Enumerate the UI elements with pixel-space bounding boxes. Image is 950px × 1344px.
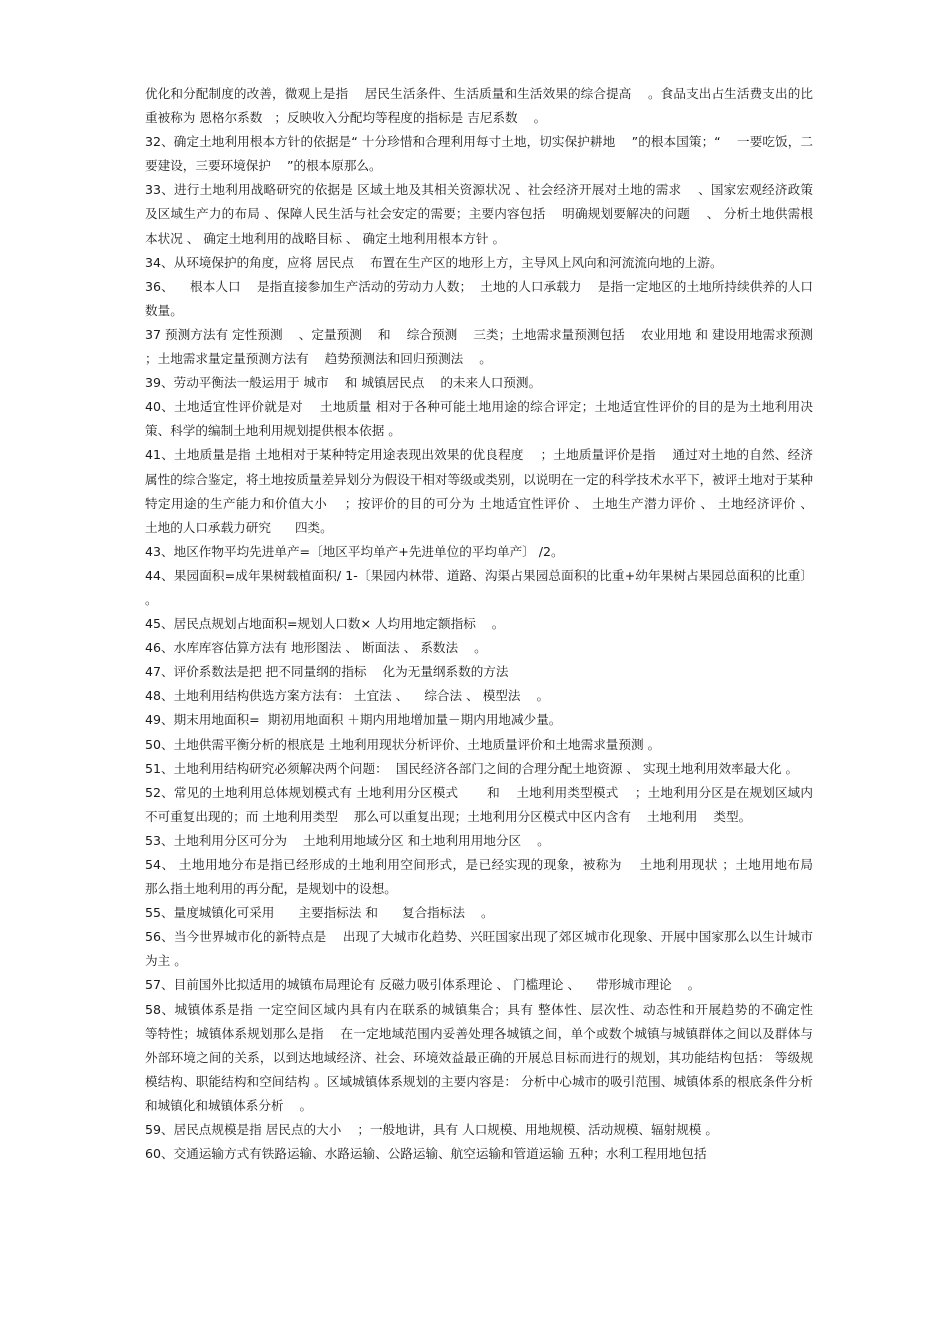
paragraph: 32、确定土地利用根本方针的依据是“ 十分珍惜和合理利用每寸土地，切实保护耕地 ”的根本国策；“ 一要吃饭，二要建设，三要环境保护 ”的根本原那么。: [145, 134, 813, 174]
paragraph: 51、土地利用结构研究必须解决两个问题： 国民经济各部门之间的合理分配土地资源 、 实现土地利用效率最大化 。: [145, 760, 799, 776]
paragraph: 43、地区作物平均先进单产=〔地区平均单产+先进单位的平均单产〕 /2。: [145, 543, 564, 559]
paragraph: 36、 根本人口 是指直接参加生产活动的劳动力人数； 土地的人口承载力 是指一定地区的土地所持续供养的人口数量。: [145, 278, 813, 318]
paragraph: 48、土地利用结构供选方案方法有： 土宜法 、 综合法 、 模型法 。: [145, 688, 550, 704]
paragraph: 58、城镇体系是指 一定空间区域内具有内在联系的城镇集合；具有 整体性、层次性、动态性和开展趋势的不确定性 等特性；城镇体系规划那么是指 在一定地域范围内妥善处理各城镇之间，单个或数个城镇与城镇群体之间以及群体与外部环境之间的关系，以到达地域经济、社会、环境效益最正确的开展总目标而进行的规划，其功能结构包括： 等级规模结构、职能结构和空间结构 。区域城镇体系规划的主要内容是： 分析中心城市的吸引范围、城镇体系的根底条件分析和城镇化和城镇体系分析 。: [145, 1001, 830, 1113]
paragraph: 49、期末用地面积= 期初用地面积 ＋期内用地增加量－期内用地减少量。: [145, 712, 562, 728]
paragraph: 46、水库库容估算方法有 地形图法 、 断面法 、 系数法 。: [145, 640, 487, 656]
paragraph: 优化和分配制度的改善，微观上是指 居民生活条件、生活质量和生活效果的综合提高 。食品支出占生活费支出的比重被称为 恩格尔系数 ；反映收入分配均等程度的指标是 吉尼系数 。: [145, 86, 813, 126]
paragraph: 50、土地供需平衡分析的根底是 土地利用现状分析评价、土地质量评价和土地需求量预测 。: [145, 736, 661, 752]
paragraph: 54、 土地用地分布是指已经形成的土地利用空间形式，是已经实现的现象，被称为 土地利用现状 ；土地用地布局 那么指土地利用的再分配，是规划中的设想。: [145, 857, 830, 897]
paragraph: 45、居民点规划占地面积=规划人口数× 人均用地定额指标 。: [145, 616, 505, 632]
paragraph: 59、居民点规模是指 居民点的大小 ；一般地讲，具有 人口规模、用地规模、活动规模、辐射规模 。: [145, 1122, 718, 1138]
paragraph: 53、土地利用分区可分为 土地利用地域分区 和土地利用用地分区 。: [145, 832, 550, 848]
paragraph: 56、当今世界城市化的新特点是 出现了大城市化趋势、兴旺国家出现了郊区城市化现象、开展中国家那么以生计城市为主 。: [145, 929, 813, 969]
paragraph: 60、交通运输方式有铁路运输、水路运输、公路运输、航空运输和管道运输 五种；水利工程用地包括: [145, 1146, 707, 1162]
paragraph: 44、果园面积=成年果树载植面积/ 1-〔果园内林带、道路、沟渠占果园总面积的比重+幼年果树占果园总面积的比重〕 。: [145, 567, 818, 607]
paragraph: 37 预测方法有 定性预测 、定量预测 和 综合预测 三类；土地需求量预测包括 农业用地 和 建设用地需求预测 ；土地需求量定量预测方法有 趋势预测法和回归预测法 。: [145, 326, 830, 367]
paragraph: 34、从环境保护的角度，应将 居民点 布置在生产区的地形上方，主导风上风向和河流流向地的上游。: [145, 254, 723, 270]
paragraph: 55、量度城镇化可采用 主要指标法 和 复合指标法 。: [145, 905, 494, 921]
paragraph: 41、土地质量是指 土地相对于某种特定用途表现出效果的优良程度 ；土地质量评价是指 通过对土地的自然、经济属性的综合鉴定，将土地按质量差异划分为假设干相对等级或类别，以说明在一定的科学技术水平下，被评土地对于某种特定用途的生产能力和价值大小 ；按评价的目的可分为 土地适宜性评价 、 土地生产潜力评价 、 土地经济评价 、 土地的人口承载力研究 四类。: [145, 447, 830, 535]
paragraph: 39、劳动平衡法一般运用于 城市 和 城镇居民点 的未来人口预测。: [145, 375, 542, 391]
paragraph: 57、目前国外比拟适用的城镇布局理论有 反磁力吸引体系理论 、 门槛理论 、 带形城市理论 。: [145, 977, 701, 993]
paragraph: 52、常见的土地利用总体规划模式有 土地利用分区模式 和 土地利用类型模式 ；土地利用分区是在规划区域内不可重复出现的；而 土地利用类型 那么可以重复出现；土地利用分区模式中区内含有 土地利用 类型。: [145, 784, 813, 824]
paragraph: 47、评价系数法是把 把不同量纲的指标 化为无量纲系数的方法: [145, 664, 509, 680]
paragraph: 40、土地适宜性评价就是对 土地质量 相对于各种可能土地用途的综合评定；土地适宜性评价的目的是为土地利用决策、科学的编制土地利用规划提供根本依据 。: [145, 399, 813, 439]
document-body: [145, 82, 830, 1166]
paragraph: 33、进行土地利用战略研究的依据是 区域土地及其相关资源状况 、社会经济开展对土地的需求 、国家宏观经济政策及区域生产力的布局 、保障人民生活与社会安定的需要；主要内容包括 明确规划要解决的问题 、 分析土地供需根本状况 、 确定土地利用的战略目标 、 确定土地利用根本方针 。: [145, 182, 813, 246]
